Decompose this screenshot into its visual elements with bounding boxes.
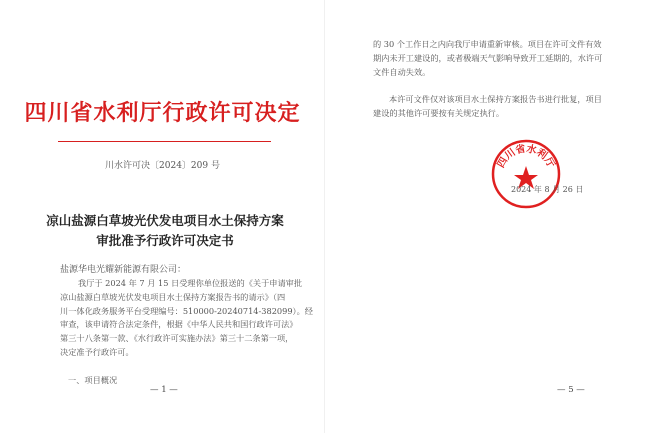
paragraph-line: 文件自动失效。: [373, 67, 431, 77]
page-number-left: — 1 —: [150, 385, 178, 395]
addressee: 盐源华电光耀新能源有限公司：: [60, 265, 187, 275]
section-heading-overview: 一、项目概况: [68, 375, 118, 385]
paragraph-line: 川一体化政务服务平台受理编号：510000-20240714-382099）。经: [60, 305, 313, 316]
paragraph-line: 的 30 个工作日之内向我厅申请重新审核。项目在许可文件有效: [373, 39, 602, 49]
decision-heading-line2: 审批准予行政许可决定书: [96, 233, 234, 248]
paragraph-line: 第三十八条第一款、《水行政许可实施办法》第三十二条第一项，: [60, 333, 294, 344]
paragraph-line: 建设的其他许可要按有关规定执行。: [373, 108, 505, 118]
paragraph-line: 期内未开工建设的，或者极端天气影响导致开工延期的，水许可: [373, 53, 603, 63]
paragraph-line: 本许可文件仅对该项目水土保持方案报告书进行批复，项目: [389, 94, 602, 104]
right-paragraph-2: [373, 92, 602, 120]
seal-text: 四川省水利厅: [495, 143, 557, 170]
right-paragraph-1: [373, 37, 602, 79]
decision-heading-line1: 凉山盐源白草坡光伏发电项目水土保持方案: [46, 213, 284, 228]
official-seal: [490, 138, 562, 210]
paragraph-line: 决定准予行政许可。: [60, 346, 134, 357]
paragraph-line: 我厅于 2024 年 7 月 15 日受理你单位报送的《关于申请审批: [78, 278, 303, 288]
seal-date: 2024 年 8 月 26 日: [511, 185, 584, 194]
page-number-right: — 5 —: [557, 385, 585, 395]
body-paragraph-1: [60, 277, 313, 360]
red-divider-line: [58, 141, 271, 142]
paragraph-line: 凉山盐源白草坡光伏发电项目水土保持方案报告书的请示》（四: [60, 291, 286, 302]
paragraph-line: 审查，该申请符合法定条件，根据《中华人民共和国行政许可法》: [60, 319, 298, 330]
document-number: 川水许可决〔2024〕209 号: [105, 161, 220, 171]
document-title: 四川省水利厅行政许可决定: [24, 100, 301, 126]
